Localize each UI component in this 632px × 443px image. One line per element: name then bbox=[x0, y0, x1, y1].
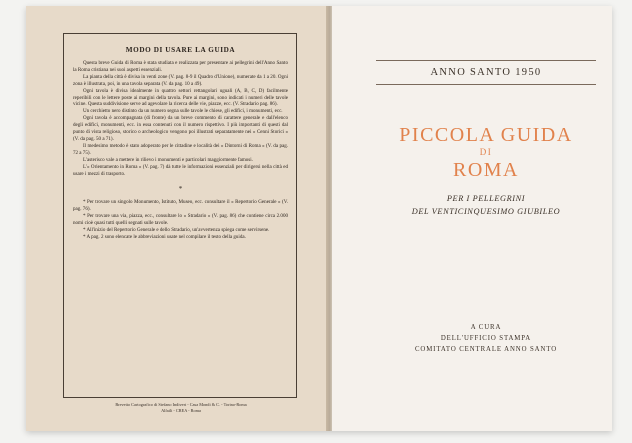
subtitle-line: DEL VENTICINQUESIMO GIUBILEO bbox=[411, 206, 561, 216]
title-di: DI bbox=[479, 147, 493, 157]
book-subtitle bbox=[376, 193, 596, 218]
paragraph: Un cerchietto nero distinto da un numero segna sulle tavole le chiese, gli edifici, i monumenti, ecc. bbox=[83, 108, 283, 115]
paragraph: Il medesimo metodo è stato adoperato per le cittadine e località dei « Dintorni di Roma » (V. da pag. 72 a 75). bbox=[73, 142, 288, 156]
instructions-heading: MODO DI USARE LA GUIDA bbox=[125, 46, 236, 54]
printer-credit bbox=[64, 402, 298, 414]
editor-line: COMITATO CENTRALE ANNO SANTO bbox=[414, 345, 558, 353]
year-heading: ANNO SANTO 1950 bbox=[430, 67, 542, 78]
paragraph: Ogni tavola è divisa idealmente in quattro settori rettangolari uguali (A, B, C, D) facilmente reperibili con le lettere poste ai margini della tavola. Pure ai margini, sono indicati i numeri delle tavole vicine. Questa suddivisione serve ad agevolare la ricerca delle vie, piazze, ecc. (V. Stradario pag. 86). bbox=[73, 87, 288, 108]
open-booklet bbox=[26, 6, 612, 431]
top-rule bbox=[376, 60, 596, 61]
notes-list bbox=[73, 199, 288, 240]
instructions-body bbox=[73, 60, 288, 177]
paragraph: L'asterisco vale a mettere in rilievo i monumenti e particolari maggiormente famosi. bbox=[83, 156, 253, 163]
book-title bbox=[376, 124, 596, 181]
asterisk-separator: * bbox=[178, 185, 183, 194]
paragraph: Ogni tavola è accompagnata (di fronte) da un breve commento di carattere generale e dall'elenco degli edifici, monumenti, ecc. in essa contenuti con il numero rispettivo. I più importanti di questi dal punto di vista religioso, storico o archeologico vengono poi illustrati separatamente nei « Cenni Storici » (V. da pag. 50 a 71). bbox=[73, 115, 288, 142]
credit-line: Brevetto Cartografico di Stefano Indivert - Casa Mondi & C. - Torino-Roma bbox=[115, 402, 247, 407]
title-city: ROMA bbox=[452, 159, 519, 181]
title-page bbox=[332, 6, 612, 431]
editor-line: A CURA bbox=[470, 324, 502, 331]
editor-credit bbox=[376, 323, 596, 355]
paragraph: La pianta della città è divisa in venti zone (V. pag. 8-9 il Quadro d'Unione), numerate da 1 a 20. Ogni zona è illustrata, poi, in una tavola separata (V. da pag. 10 a 49). bbox=[73, 73, 288, 87]
paragraph: L'« Orientamento in Roma » (V. pag. 7) dà tutte le informazioni essenziali per dirigersi nella città ed usare i mezzi di trasporto. bbox=[73, 163, 288, 177]
instructions-frame bbox=[63, 33, 297, 398]
credit-line: Alfaili - CREA - Roma bbox=[161, 407, 201, 413]
left-page bbox=[26, 6, 328, 431]
note-item: * Per trovare un singolo Monumento, Istituto, Museo, ecc. consultare il « Repertorio Generale » (V. pag. 76). bbox=[73, 199, 288, 213]
title-main: PICCOLA GUIDA bbox=[399, 124, 573, 146]
paragraph: Questa breve Guida di Roma è stata studiata e realizzata per presentare ai pellegrini dell'Anno Santo la Roma cristiana nei suoi aspetti essenziali. bbox=[73, 60, 288, 73]
subtitle-line: PER I PELLEGRINI bbox=[446, 194, 526, 203]
note-item: * A pag. 2 sono elencate le abbreviazioni usate nel compilare il testo della guida. bbox=[83, 233, 246, 240]
note-item: * All'inizio del Repertorio Generale e dello Stradario, un'avvertenza spiega come servirsene. bbox=[83, 227, 270, 234]
bottom-rule bbox=[376, 84, 596, 85]
note-item: * Per trovare una via, piazza, ecc., consultare lo « Stradario » (V. pag. 86) che contiene circa 2.000 nomi cioè quasi tutti quelli segnati sulle tavole. bbox=[73, 213, 288, 227]
editor-line: DELL'UFFICIO STAMPA bbox=[440, 334, 532, 342]
